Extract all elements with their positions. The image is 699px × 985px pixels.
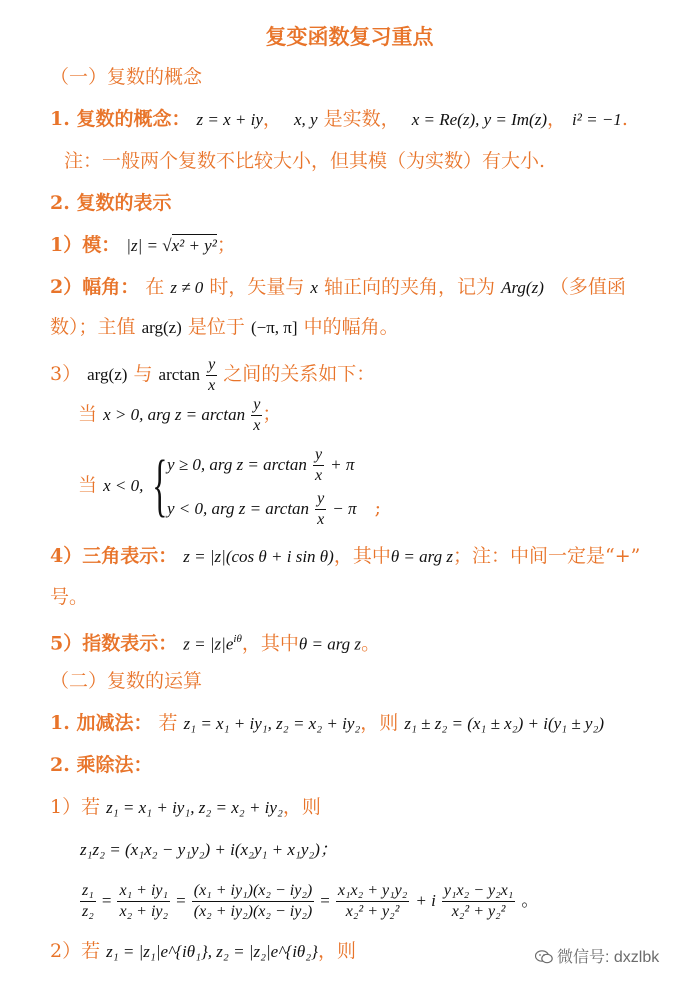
relation-line [50,352,699,397]
trig-math: z = |z|(cos θ + i sin θ) [183,547,334,566]
modulus-math: |z| = [126,236,163,255]
relation-math-1: arg(z) [87,365,128,384]
relation-text-2: 之间的关系如下： [223,363,376,385]
concept-math-2: x, y [293,110,318,129]
exp-label: 5）指数表示： [50,632,178,655]
note-line: 注：一般两个复数不比较大小，但其模（为实数）有大小. [64,150,546,172]
m2-math: z₁ = |z₁|e^{iθ₁}, z₂ = |z₂|e^{iθ₂} [106,942,318,961]
modulus-line: 1）模： |z| = √x² + y²； [50,234,236,256]
addition-line [50,710,699,737]
product-math: z₁z₂ = (x₁x₂ − y₁y₂) + i(x₂y₁ + x₁y₂)； [80,840,337,859]
relation-fraction: $\frac{y}{x}$ [208,355,216,394]
concept-line: 1. 复数的概念： z = x + iy， x, y 是实数， x = Re(z), y = Im(z)， i² = −1. [50,108,628,130]
m1-text: ，则 [282,796,321,818]
case-2b: y < 0, arg z = arctan $\frac{y}{x}$ − π ; [166,489,382,528]
modulus-label: 1）模： [50,234,121,256]
representation-heading: 2. 复数的表示 [50,192,172,214]
arg-line2-text-1: 数）；主值 [50,316,136,338]
arg-text-4: （多值函 [549,276,626,298]
trig-line-2: 号。 [50,586,89,608]
argument-line-1 [50,274,699,301]
trig-line-1 [50,543,699,570]
case-1-fraction: $\frac{y}{x}$ [253,395,261,434]
modulus-sqrt: x² + y² [171,236,217,255]
addition-math-2: z₁ ± z₂ = (x₁ ± x₂) + i(y₁ ± y₂) [404,714,605,733]
case-2-text: 当 [78,474,98,496]
div-frac-4: $\frac{\text{x₁x₂ + y₁y₂}}{\text{x₂² + y₂²}}$ [337,881,408,920]
exp-math: z = |z|e [183,634,234,654]
concept-math-1: z = x + iy [196,110,263,129]
wechat-icon [535,950,553,964]
case-2-block [78,440,699,530]
arg-math-3: Arg(z) [501,278,544,297]
left-brace: { [152,447,168,524]
relation-math-2: arctan [158,365,201,384]
case-1-math: x > 0, arg z = arctan [103,405,246,424]
arg-math-1: z ≠ 0 [170,278,204,297]
multiply-heading: 2. 乘除法： [50,754,153,776]
arg-text-3: 轴正向的夹角，记为 [324,276,496,298]
exp-math-2: θ = arg z [298,634,362,654]
exp-sup: iθ [233,633,242,645]
addition-text-2: ，则 [360,712,399,734]
concept-math-4: i² = −1 [572,110,622,129]
section-1-heading: （一）复数的概念 [50,66,203,88]
case-1-line: 当 x > 0, arg z = arctan $\frac{y}{x}$ ； [78,395,282,434]
trig-label: 4）三角表示： [50,545,178,567]
div-frac-3: $\frac{\text{(x₁ + iy₁)(x₂ − iy₂)}}{\text{(x₂ + iy₂)(x₂ − iy₂)}}$ [193,881,313,920]
exp-text-1: ，其中 [241,632,299,655]
arg-line2-math-1: arg(z) [141,318,182,337]
case-2a: y ≥ 0, arg z = arctan $\frac{y}{x}$ + π [166,445,355,484]
m1-label: 1）若 [50,796,101,818]
multiply-line-1 [50,794,699,821]
trig-text-1: ，其中 [333,545,391,567]
concept-math-3: x = Re(z), y = Im(z) [411,110,547,129]
page-title: 复变函数复习重点 [265,24,434,49]
div-plus: + i [415,891,436,910]
argument-line-2 [50,314,699,341]
case-2-math: x < 0, [103,476,144,495]
div-end: 。 [521,891,539,910]
arg-math-2: x [310,278,318,297]
exp-text-2: 。 [361,632,381,655]
watermark [535,944,659,967]
div-frac-1: $\frac{\text{z₁}}{\text{z₂}}$ [82,881,94,920]
addition-label: 1. 加减法： [50,712,153,734]
concept-text: 是实数， [323,108,400,130]
arg-line2-text-3: 中的幅角。 [303,316,399,338]
relation-label: 3） [50,363,82,385]
div-frac-2: $\frac{\text{x₁ + iy₁}}{\text{x₂ + iy₂}}$ [119,881,169,920]
div-frac-5: $\frac{\text{y₁x₂ − y₂x₁}}{\text{x₂² + y₂²}}$ [443,881,514,920]
argument-label: 2）幅角： [50,276,140,298]
product-line [80,836,699,863]
arg-line2-text-2: 是位于 [187,316,245,338]
watermark-text: 微信号: dxzlbk [557,949,660,966]
trig-text-2: ；注：中间一定是“+” [453,545,641,567]
m2-text: ，则 [317,940,356,962]
trig-math-2: θ = arg z [390,547,454,566]
arg-line2-math-2: (−π, π] [250,318,298,337]
concept-label: 1. 复数的概念： [50,108,191,130]
exp-line [50,626,699,657]
addition-math-1: z₁ = x₁ + iy₁, z₂ = x₂ + iy₂ [183,714,361,733]
relation-text-1: 与 [133,363,153,385]
division-line: $\frac{\text{z₁}}{\text{z₂}}$ = $\frac{\text{x₁ + iy₁}}{\text{x₂ + iy₂}}$ = $\frac{\text{(x₁ + iy₁)(x₂ − iy₂)}}{\text{(x₂ + iy₂)(x₂ − iy₂)}}$ = $\frac{\text{x₁x₂ + y₁y₂}}{\text{x₂² + y₂²}}$ + i $\frac{\text{y₁x₂ − y₂x₁}}{\text{x₂² + y₂²}}$ 。 [82,881,539,920]
arg-text-2: 时，矢量与 [209,276,305,298]
addition-text-1: 若 [158,712,178,734]
section-2-heading: （二）复数的运算 [50,670,203,692]
case-1-text: 当 [78,403,98,425]
arg-text-1: 在 [145,276,165,298]
case-2-stack [167,442,381,530]
m2-label: 2）若 [50,940,101,962]
m1-math: z₁ = x₁ + iy₁, z₂ = x₂ + iy₂ [106,798,283,817]
